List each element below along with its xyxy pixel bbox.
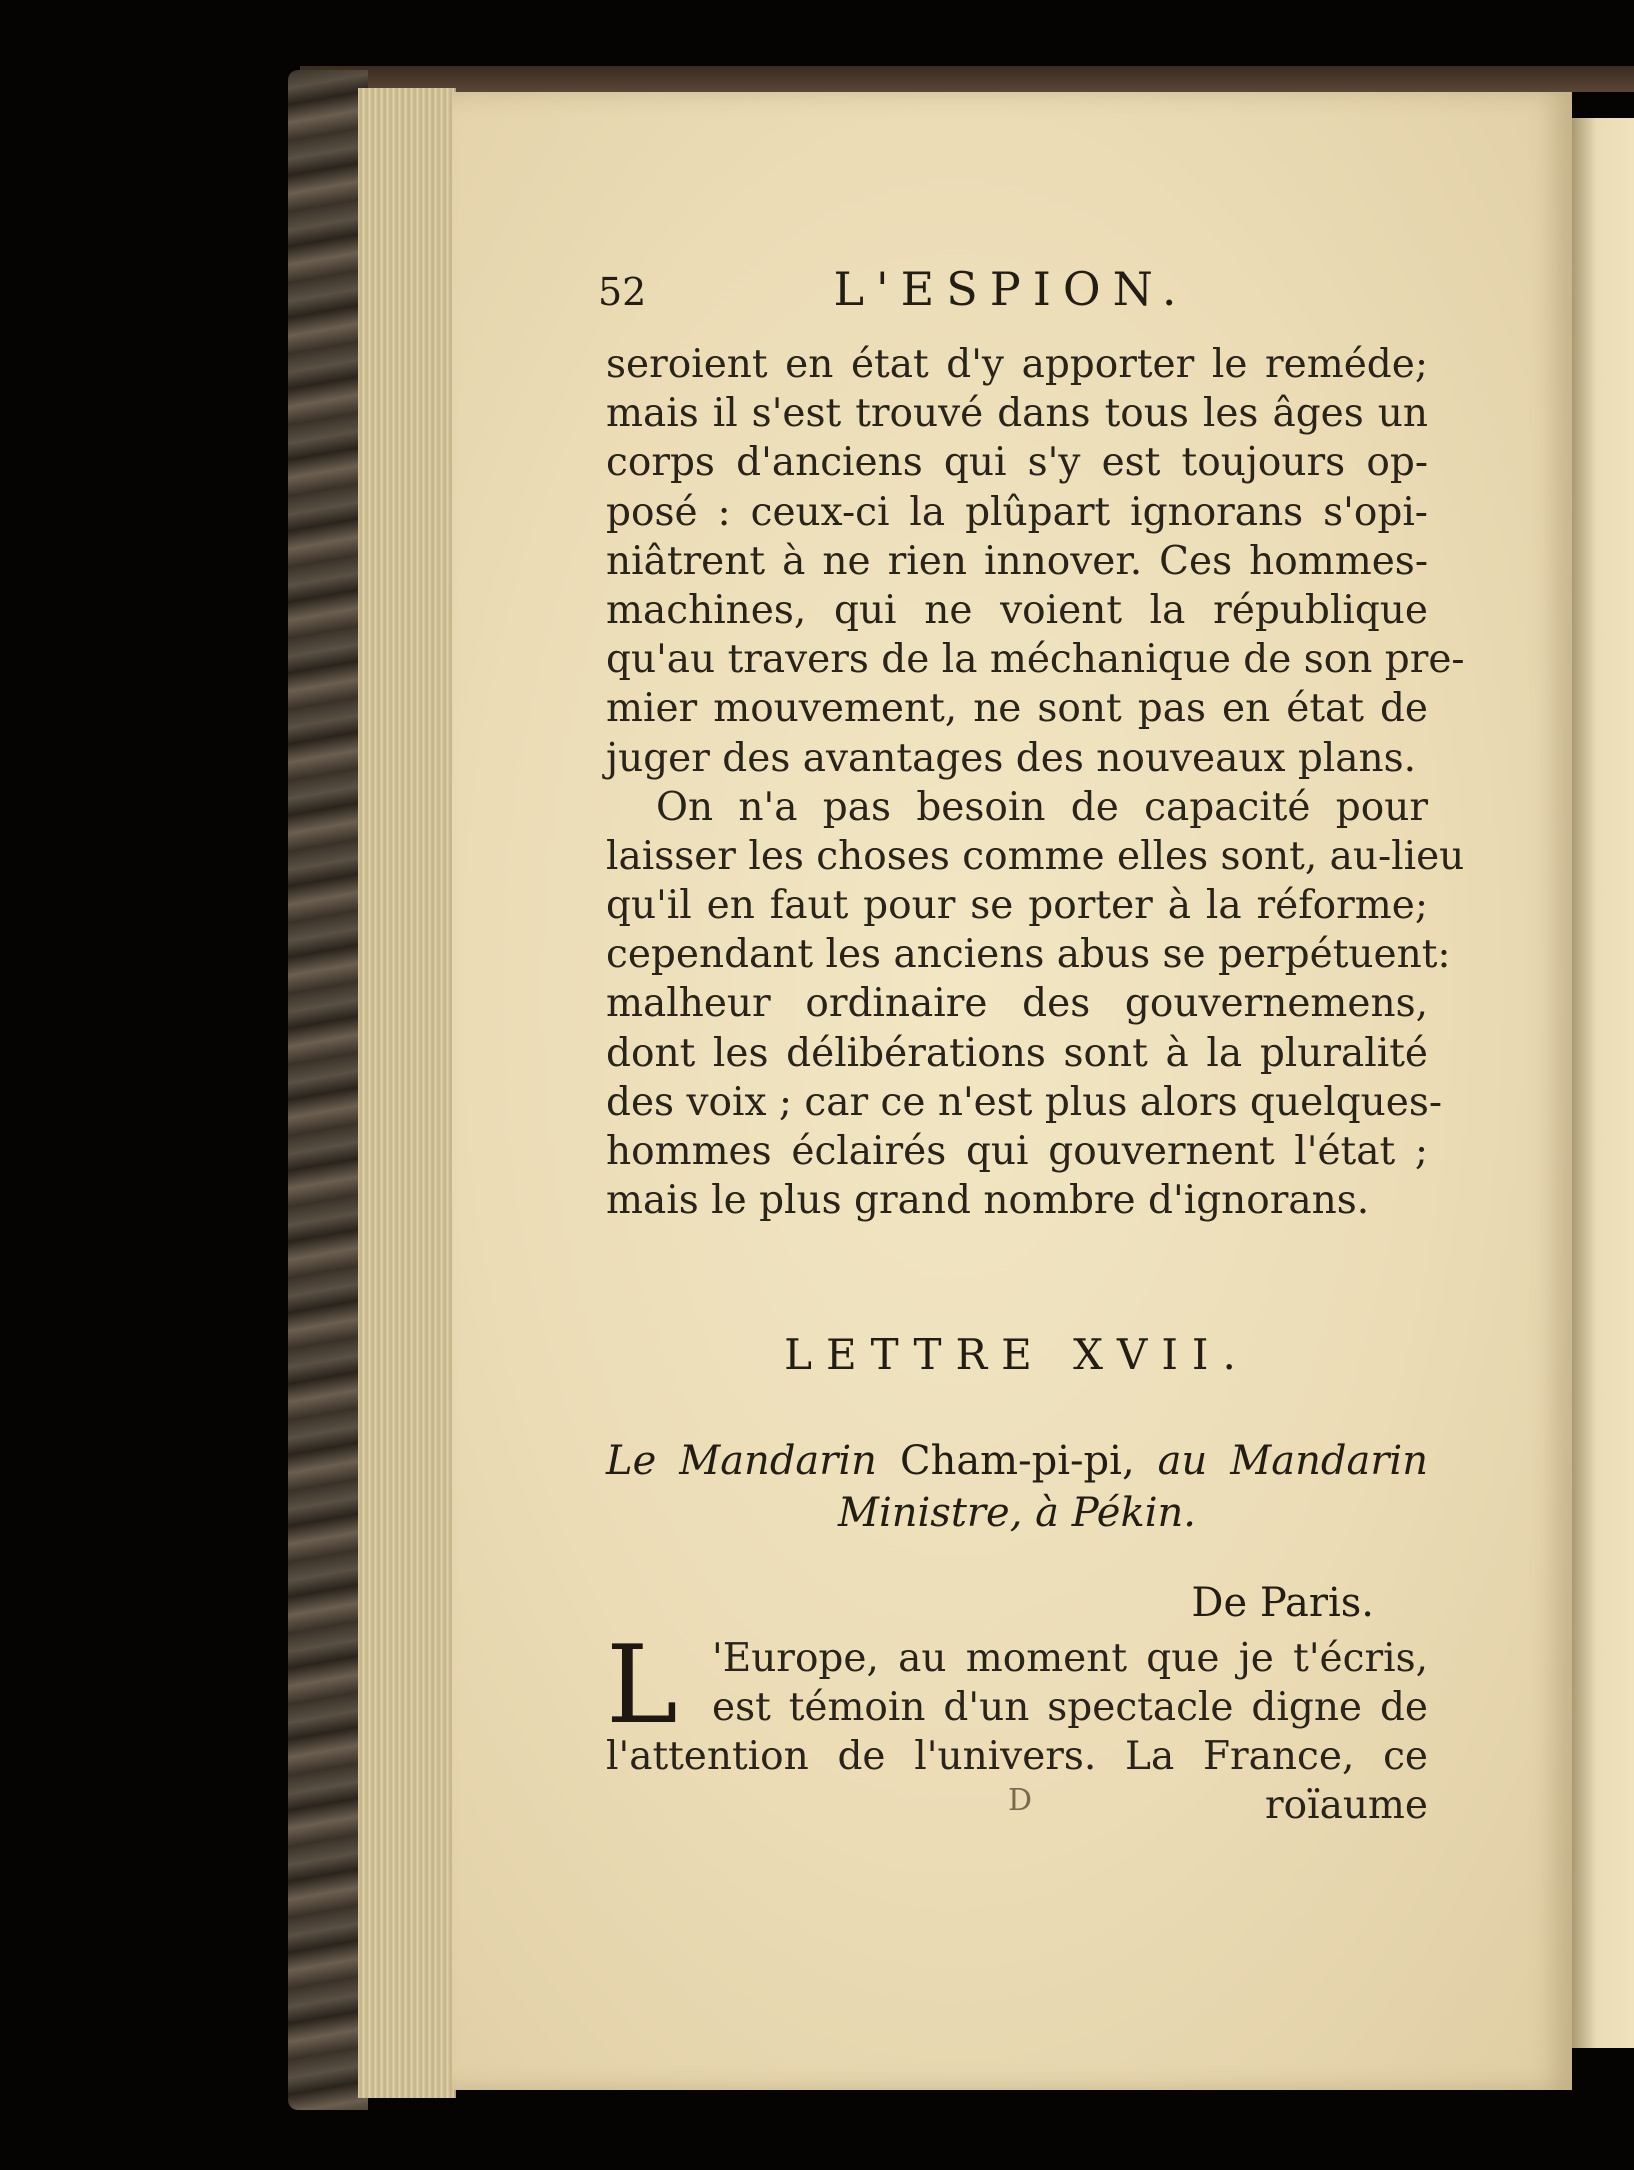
page-header <box>598 262 1424 322</box>
running-head: L'ESPION. <box>833 262 1189 316</box>
text-line: niâtrent à ne rien innover. Ces hommes- <box>606 538 1428 584</box>
body-text <box>606 340 1465 1225</box>
text-line: qu'il en faut pour se porter à la réforme; <box>606 883 1428 929</box>
dateline: De Paris. <box>1191 1580 1374 1626</box>
text-line: juger des avantages des nouveaux plans. <box>606 735 1417 781</box>
address-line-2: Ministre, à Pékin. <box>838 1490 1196 1536</box>
paragraph-2 <box>606 783 1465 1226</box>
address-mandarin: Mandarin <box>679 1438 877 1484</box>
book-spine <box>288 70 368 2110</box>
text-line: qu'au travers de la méchanique de son pre- <box>606 637 1465 683</box>
letter-body <box>606 1623 1428 1782</box>
letter-heading: LETTRE XVII. <box>784 1330 1250 1379</box>
text-line: mais le plus grand nombre d'ignorans. <box>606 1178 1370 1224</box>
text-line: des voix ; car ce n'est plus alors quelques- <box>606 1079 1443 1125</box>
address-line-1 <box>606 1435 1428 1487</box>
page-edges <box>358 88 456 2098</box>
drop-cap: L <box>606 1623 678 1748</box>
address-name: Cham-pi-pi, <box>899 1438 1135 1484</box>
text-line: 'Europe, au moment que je t'écris, <box>712 1636 1428 1681</box>
text-line: malheur ordinaire des gouvernemens, <box>606 981 1428 1027</box>
text-line: cependant les anciens abus se perpétuent: <box>606 932 1451 978</box>
text-line: laisser les choses comme elles sont, au-lieu <box>606 833 1465 879</box>
catchword: roïaume <box>1264 1783 1428 1828</box>
book-cover-top <box>300 66 1634 92</box>
text-line: machines, qui ne voient la république <box>606 587 1428 633</box>
text-line: est témoin d'un spectacle digne de <box>712 1685 1428 1731</box>
text-line: dont les délibérations sont à la pluralité <box>606 1030 1428 1076</box>
letter-address <box>606 1435 1428 1539</box>
page-number: 52 <box>598 270 647 314</box>
facing-page-edge <box>1572 118 1634 2048</box>
address-recipient: au Mandarin <box>1157 1438 1428 1484</box>
text-line: corps d'anciens qui s'y est toujours op- <box>606 440 1428 486</box>
text-line: l'attention de l'univers. La France, ce <box>606 1734 1428 1780</box>
text-line: mais il s'est trouvé dans tous les âges un <box>606 391 1428 437</box>
text-line: seroient en état d'y apporter le reméde; <box>606 342 1428 387</box>
text-line: On n'a pas besoin de capacité pour <box>656 784 1428 830</box>
paragraph-1 <box>606 340 1465 783</box>
text-line: hommes éclairés qui gouvernent l'état ; <box>606 1129 1428 1174</box>
text-line: posé : ceux-ci la plûpart ignorans s'opi- <box>606 489 1428 535</box>
signature-mark: D <box>1008 1783 1033 1818</box>
address-le: Le <box>606 1438 657 1484</box>
text-line: mier mouvement, ne sont pas en état de <box>606 686 1428 732</box>
